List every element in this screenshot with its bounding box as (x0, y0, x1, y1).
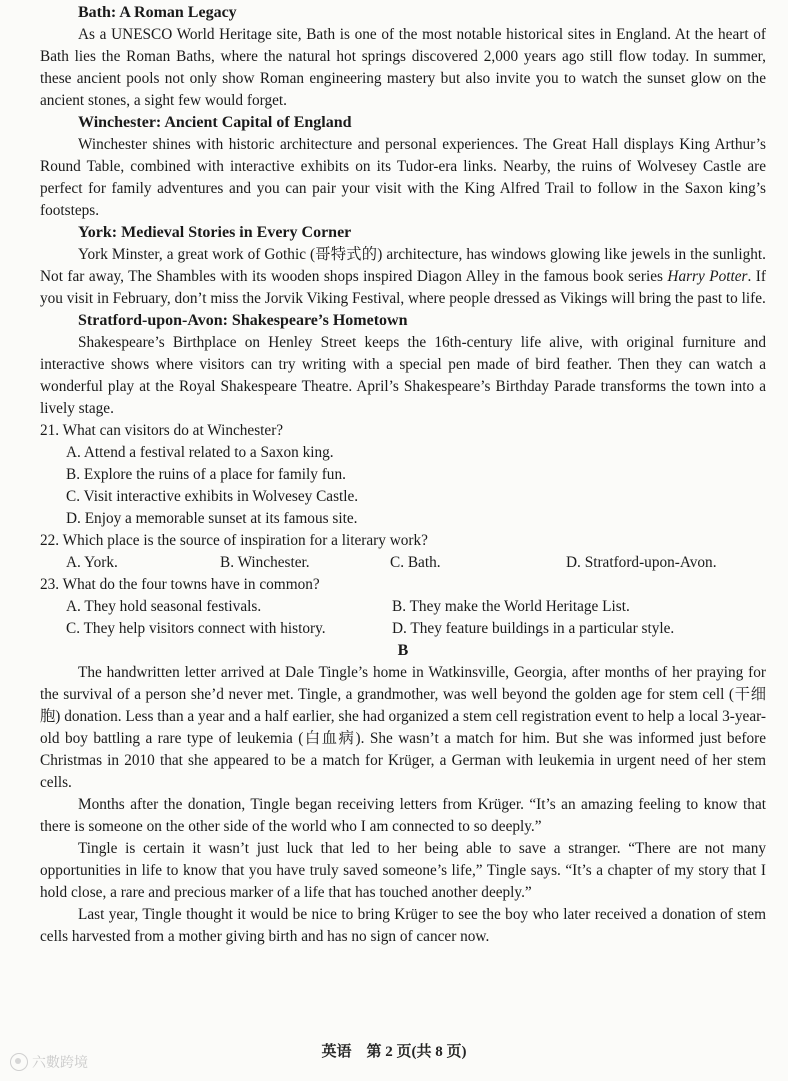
question-21-option-d: D. Enjoy a memorable sunset at its famous site. (66, 510, 358, 527)
page-footer: 英语 第 2 页(共 8 页) (321, 1044, 467, 1060)
bath-paragraph: As a UNESCO World Heritage site, Bath is one of the most notable historical sites in England. At the heart of Bath lies the Roman Baths, where the natural hot springs discovered 2,000 years ago still flow today. In summer, these ancient pools not only show Roman engineering mastery but also invite you to watch the sunset glow on the ancient stones, a sight few would forget. (40, 26, 766, 109)
watermark-text: 六數跨境 (32, 1055, 88, 1071)
section-b-paragraph-4: Last year, Tingle thought it would be nice to bring Krüger to see the boy who later received a donation of stem cells harvested from a mother giving birth and has no sign of cancer now. (40, 906, 766, 945)
section-b-label: B (397, 642, 409, 659)
york-text-after: . If you visit in February, don’t miss the Jorvik Viking Festival, where people dressed as Vikings will bring the past to life. (40, 268, 766, 307)
question-23-option-b: B. They make the World Heritage List. (392, 598, 630, 615)
stratford-paragraph: Shakespeare’s Birthplace on Henley Street keeps the 16th-century life alive, with original furniture and interactive shows where visitors can try writing with a special pen made of bird feather. Then they can watch a wonderful play at the Royal Shakespeare Theatre. April’s Shakespeare’s Birthday Parade transforms the town into a lively stage. (40, 334, 766, 417)
question-22-option-a: A. York. (66, 554, 118, 571)
question-22-option-b: B. Winchester. (220, 554, 310, 571)
question-21-option-c: C. Visit interactive exhibits in Wolvesey Castle. (66, 488, 359, 505)
question-21-stem: 21. What can visitors do at Winchester? (40, 422, 284, 439)
section-b-paragraph-1: The handwritten letter arrived at Dale Tingle’s home in Watkinsville, Georgia, after months of her praying for the survival of a person she’d never met. Tingle, a grandmother, was well beyond the golden age for stem cell (干细胞) donation. Less than a year and a half earlier, she had organized a stem cell registration event to help a local 3-year-old boy battling a rare type of leukemia (白血病). She wasn’t a match for him. But she was informed just before Christmas in 2010 that she appeared to be a match for Krüger, a German with leukemia in urgent need of her stem cells. (40, 664, 766, 791)
question-23-option-c: C. They help visitors connect with history. (66, 620, 326, 637)
book-title: Harry Potter (667, 268, 748, 285)
question-23-options-row-1 (66, 596, 766, 618)
winchester-heading: Winchester: Ancient Capital of England (78, 114, 352, 131)
question-22-option-d: D. Stratford-upon-Avon. (566, 554, 717, 571)
winchester-paragraph: Winchester shines with historic architecture and personal experiences. The Great Hall displays King Arthur’s Round Table, combined with interactive exhibits on its Tudor-era links. Nearby, the ruins of Wolvesey Castle are perfect for family adventures and you can pair your visit with the King Alfred Trail to follow in the Saxon king’s footsteps. (40, 136, 766, 219)
york-heading: York: Medieval Stories in Every Corner (78, 224, 352, 241)
section-b-paragraph-2: Months after the donation, Tingle began receiving letters from Krüger. “It’s an amazing feeling to know that there is someone on the other side of the world who I am connected to so deeply.” (40, 796, 766, 835)
question-21-option-a: A. Attend a festival related to a Saxon king. (66, 444, 334, 461)
york-text-before: York Minster, a great work of Gothic (哥特式的) architecture, has windows glowing like jewels in the sunlight. Not far away, The Shambles with its wooden shops inspired Diagon Alley in the famous book series (40, 246, 766, 285)
question-21-option-b: B. Explore the ruins of a place for family fun. (66, 466, 346, 483)
stratford-heading: Stratford-upon-Avon: Shakespeare’s Hometown (78, 312, 408, 329)
york-paragraph (40, 244, 766, 310)
question-22-stem: 22. Which place is the source of inspiration for a literary work? (40, 532, 428, 549)
question-22-option-c: C. Bath. (390, 554, 441, 571)
watermark-logo-icon (10, 1053, 28, 1071)
question-23-stem: 23. What do the four towns have in common? (40, 576, 320, 593)
question-23-option-d: D. They feature buildings in a particular style. (392, 620, 675, 637)
watermark (10, 1052, 88, 1072)
section-b-paragraph-3: Tingle is certain it wasn’t just luck that led to her being able to save a stranger. “There are not many opportunities in life to know that you have truly saved someone’s life,” Tingle says. “It’s a chapter of my story that I hold close, a rare and precious marker of a life that has touched another deeply.” (40, 840, 766, 901)
question-22-options (66, 552, 766, 574)
question-23-options-row-2 (66, 618, 766, 640)
bath-heading: Bath: A Roman Legacy (78, 4, 237, 21)
passage-content (40, 2, 766, 948)
question-23-option-a: A. They hold seasonal festivals. (66, 598, 262, 615)
